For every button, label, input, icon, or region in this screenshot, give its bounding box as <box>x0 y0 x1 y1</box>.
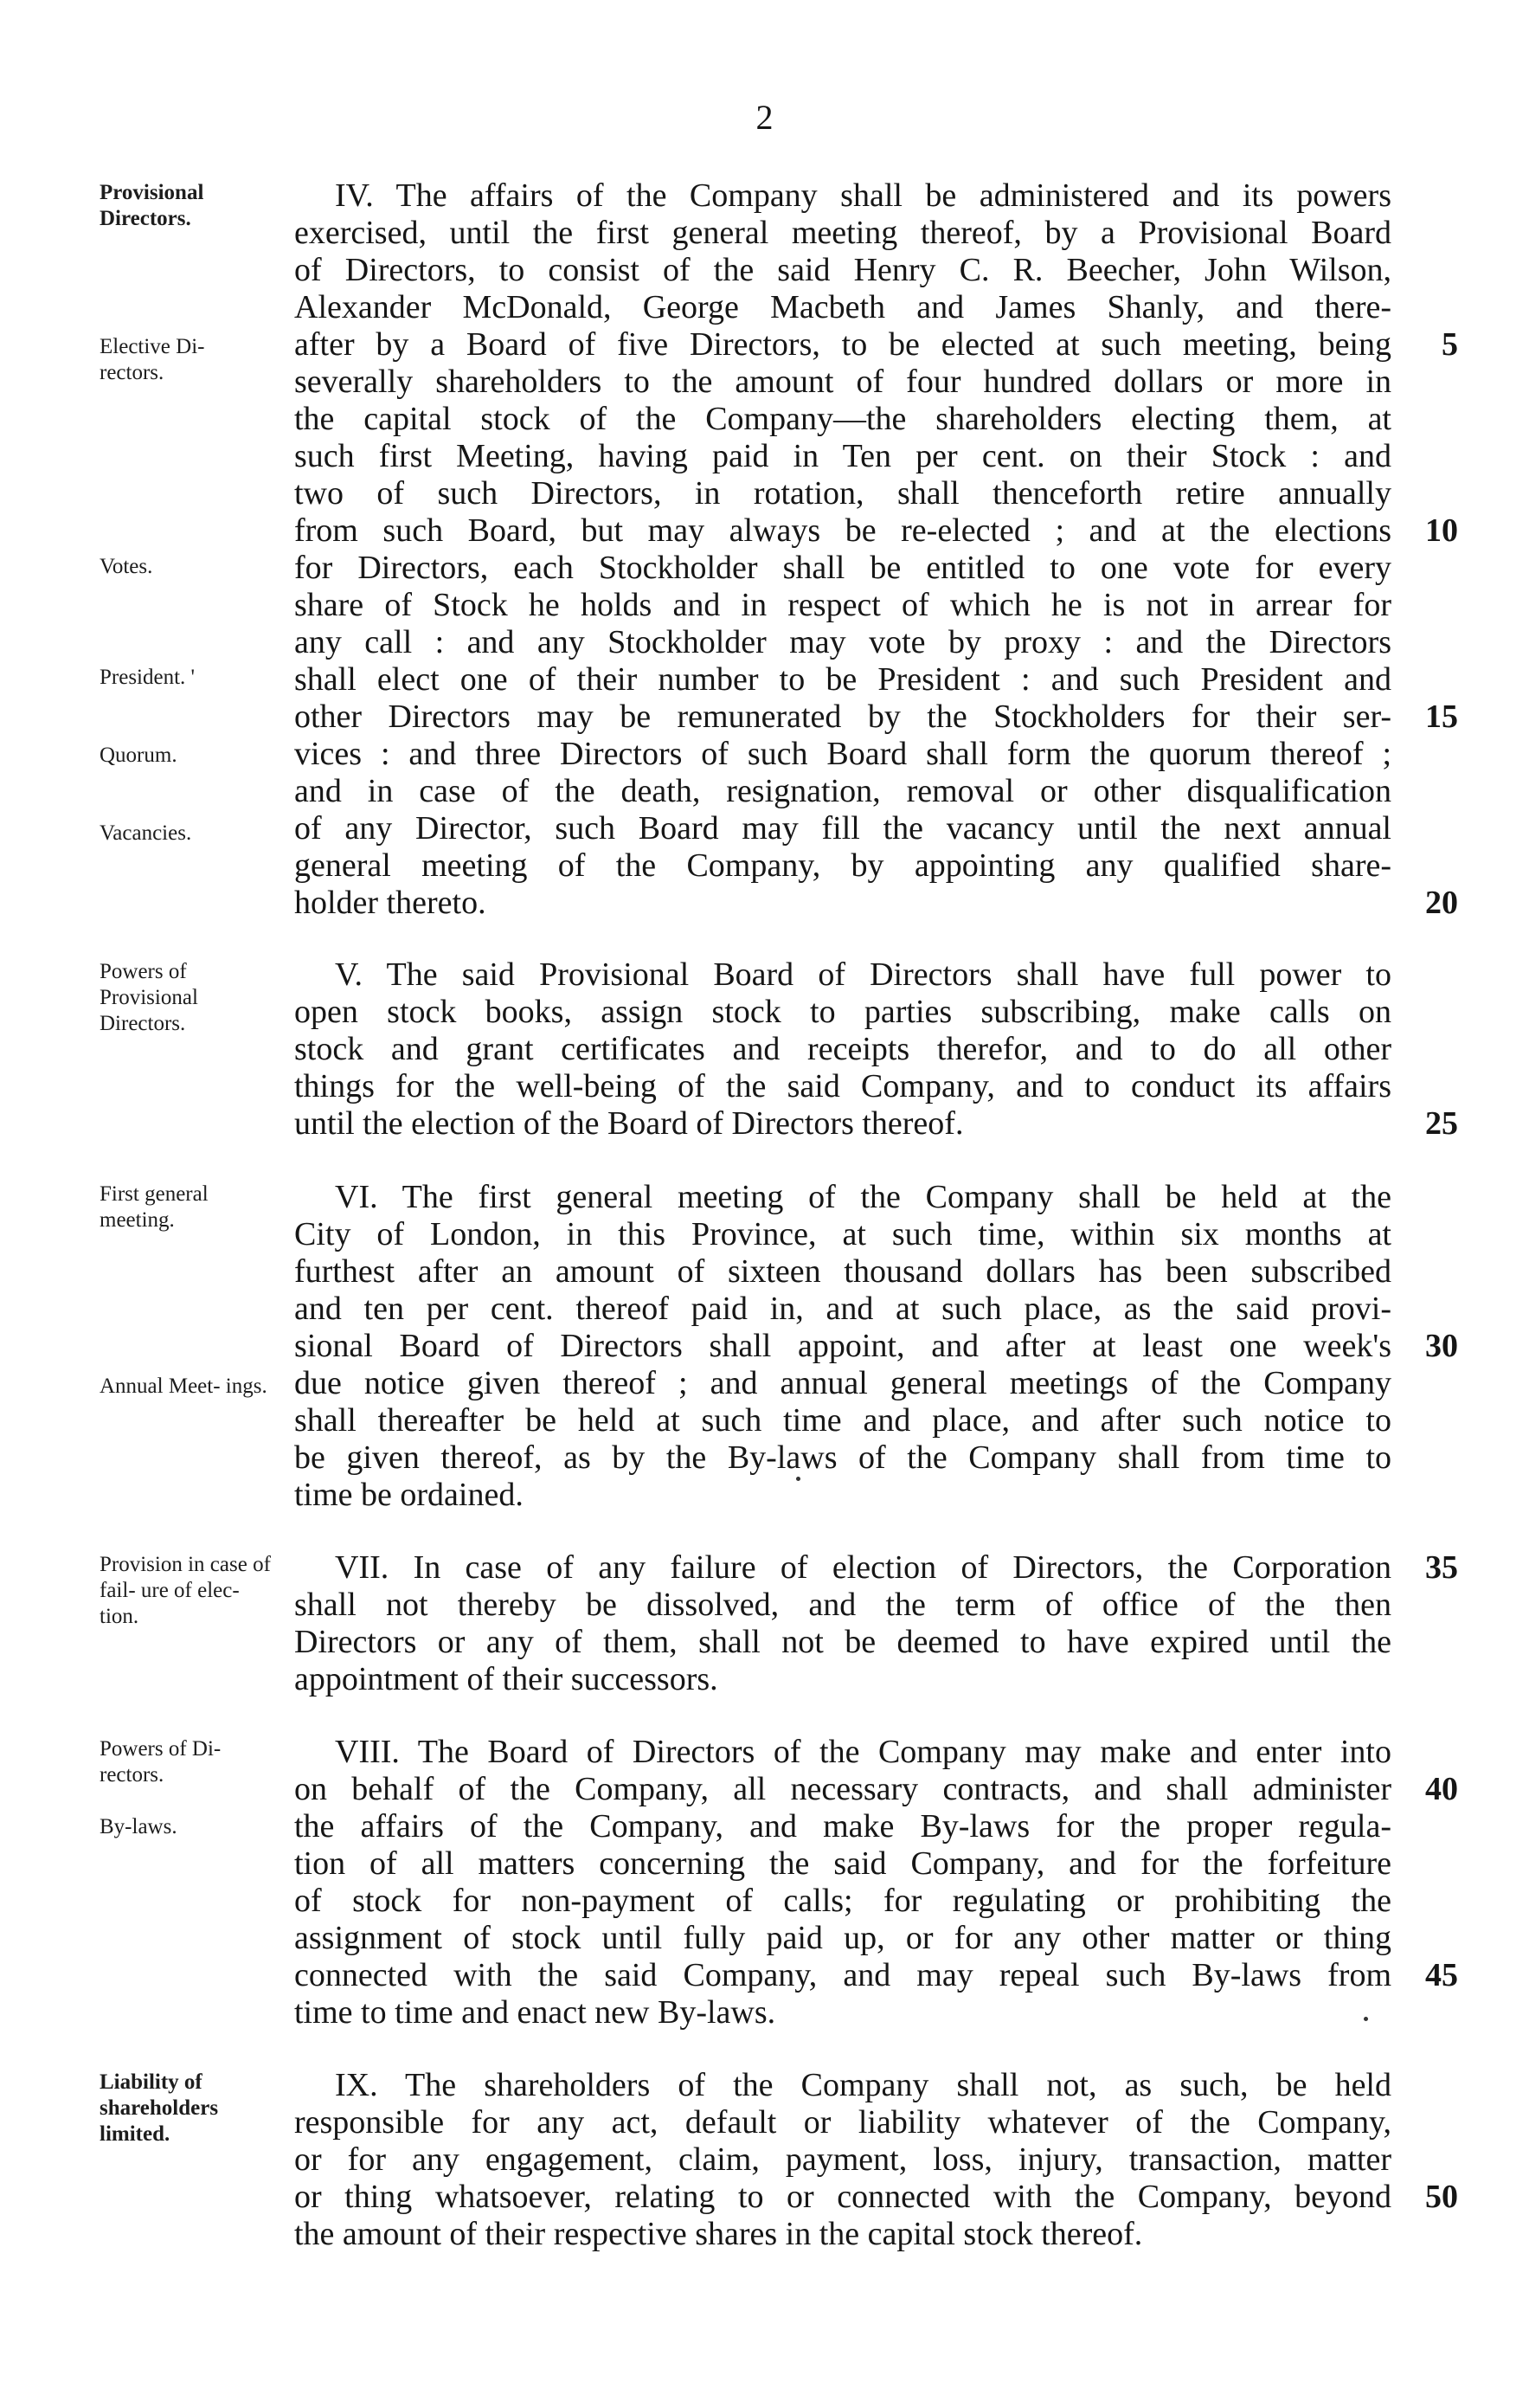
section-first-line: V. The said Provisional Board of Directors shall have full power to <box>335 956 1391 993</box>
text-line: things for the well-being of the said Company, and to conduct its affairs <box>294 1068 1391 1104</box>
line-number: 25 <box>1425 1105 1458 1142</box>
text-line: or thing whatsoever, relating to or connected with the Company, beyond <box>294 2179 1391 2215</box>
line-number: 30 <box>1425 1328 1458 1364</box>
margin-note: Annual Meet- ings. <box>100 1375 267 1398</box>
text-line: sional Board of Directors shall appoint, and after at least one week's <box>294 1328 1391 1364</box>
line-number: 40 <box>1425 1771 1458 1807</box>
text-line: other Directors may be remunerated by the Stockholders for their ser- <box>294 699 1391 735</box>
text-line: or for any engagement, claim, payment, loss, injury, transaction, matter <box>294 2141 1391 2178</box>
line-number: 15 <box>1425 699 1458 735</box>
ink-speck <box>796 1477 800 1481</box>
section-first-line: VII. In case of any failure of election of Directors, the Corporation <box>335 1549 1391 1586</box>
section-first-line: IV. The affairs of the Company shall be administered and its powers <box>335 177 1391 214</box>
margin-note: Provisional Directors. <box>100 181 204 230</box>
text-line: any call : and any Stockholder may vote by proxy : and the Directors <box>294 624 1391 660</box>
text-line: furthest after an amount of sixteen thousand dollars has been subscribed <box>294 1253 1391 1290</box>
text-line: the capital stock of the Company—the shareholders electing them, at <box>294 401 1391 437</box>
margin-note: Vacancies. <box>100 821 192 845</box>
text-line: tion of all matters concerning the said Company, and for the forfeiture <box>294 1845 1391 1882</box>
line-number: 5 <box>1442 326 1458 363</box>
margin-note: Elective Di- rectors. <box>100 335 205 384</box>
section-first-line: VIII. The Board of Directors of the Company may make and enter into <box>335 1734 1391 1770</box>
margin-note: Liability of shareholders limited. <box>100 2070 219 2146</box>
text-line: holder thereto. <box>294 885 486 921</box>
margin-note: Provision in case of fail- ure of elec- tion. <box>100 1553 271 1628</box>
text-line: time to time and enact new By-laws. <box>294 1994 776 2031</box>
text-line: until the election of the Board of Directors thereof. <box>294 1105 964 1142</box>
section-first-line: IX. The shareholders of the Company shall not, as such, be held <box>335 2067 1391 2103</box>
text-line: open stock books, assign stock to parties subscribing, make calls on <box>294 994 1391 1030</box>
margin-note: First general meeting. <box>100 1182 209 1232</box>
margin-note: Powers of Di- rectors. <box>100 1737 222 1787</box>
page-number: 2 <box>755 98 774 137</box>
text-line: due notice given thereof ; and annual general meetings of the Company <box>294 1365 1391 1401</box>
text-line: of stock for non-payment of calls; for regulating or prohibiting the <box>294 1883 1391 1919</box>
text-line: the affairs of the Company, and make By-laws for the proper regula- <box>294 1808 1391 1845</box>
text-line: after by a Board of five Directors, to be elected at such meeting, being <box>294 326 1391 363</box>
text-line: severally shareholders to the amount of four hundred dollars or more in <box>294 364 1391 400</box>
text-line: assignment of stock until fully paid up, or for any other matter or thing <box>294 1920 1391 1956</box>
section-first-line: VI. The first general meeting of the Company shall be held at the <box>335 1179 1391 1215</box>
text-line: time be ordained. <box>294 1477 524 1513</box>
text-line: Alexander McDonald, George Macbeth and James Shanly, and there- <box>294 289 1391 325</box>
text-line: on behalf of the Company, all necessary contracts, and shall administer <box>294 1771 1391 1807</box>
text-line: general meeting of the Company, by appointing any qualified share- <box>294 847 1391 884</box>
text-line: City of London, in this Province, at such time, within six months at <box>294 1216 1391 1252</box>
text-line: shall thereafter be held at such time and place, and after such notice to <box>294 1402 1391 1439</box>
margin-note: Powers of Provisional Directors. <box>100 960 198 1035</box>
text-line: be given thereof, as by the By-laws of the Company shall from time to <box>294 1439 1391 1476</box>
text-line: appointment of their successors. <box>294 1661 718 1697</box>
text-line: share of Stock he holds and in respect of which he is not in arrear for <box>294 587 1391 623</box>
margin-note: By-laws. <box>100 1815 177 1838</box>
margin-note: President. ' <box>100 666 196 689</box>
text-line: of any Director, such Board may fill the vacancy until the next annual <box>294 810 1391 847</box>
text-line: shall elect one of their number to be President : and such President and <box>294 661 1391 698</box>
text-line: of Directors, to consist of the said Henry C. R. Beecher, John Wilson, <box>294 252 1391 288</box>
text-line: connected with the said Company, and may repeal such By-laws from <box>294 1957 1391 1993</box>
text-line: for Directors, each Stockholder shall be entitled to one vote for every <box>294 550 1391 586</box>
text-line: and ten per cent. thereof paid in, and at such place, as the said provi- <box>294 1291 1391 1327</box>
text-line: Directors or any of them, shall not be deemed to have expired until the <box>294 1624 1391 1660</box>
text-line: such first Meeting, having paid in Ten per cent. on their Stock : and <box>294 438 1391 474</box>
text-line: shall not thereby be dissolved, and the term of office of the then <box>294 1587 1391 1623</box>
text-line: from such Board, but may always be re-elected ; and at the elections <box>294 512 1391 549</box>
text-line: two of such Directors, in rotation, shall thenceforth retire annually <box>294 475 1391 512</box>
text-line: exercised, until the first general meeting thereof, by a Provisional Board <box>294 215 1391 251</box>
line-number: 35 <box>1425 1549 1458 1586</box>
line-number: 50 <box>1425 2179 1458 2215</box>
margin-note: Votes. <box>100 555 153 578</box>
margin-note: Quorum. <box>100 744 177 767</box>
text-line: vices : and three Directors of such Board shall form the quorum thereof ; <box>294 736 1391 772</box>
text-line: stock and grant certificates and receipts therefor, and to do all other <box>294 1031 1391 1067</box>
text-line: the amount of their respective shares in the capital stock thereof. <box>294 2216 1143 2252</box>
line-number: 45 <box>1425 1957 1458 1993</box>
text-line: and in case of the death, resignation, removal or other disqualification <box>294 773 1391 809</box>
line-number: 10 <box>1425 512 1458 549</box>
line-number: 20 <box>1425 885 1458 921</box>
ink-speck <box>1364 2017 1368 2021</box>
text-line: responsible for any act, default or liability whatever of the Company, <box>294 2104 1391 2141</box>
